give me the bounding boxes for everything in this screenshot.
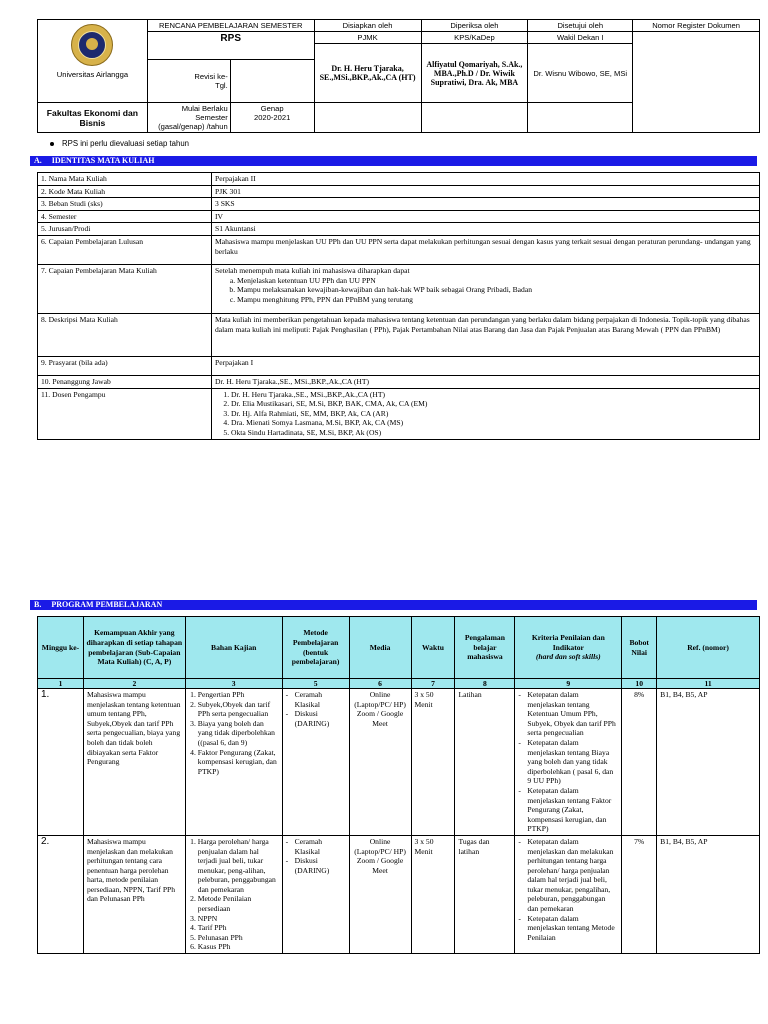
- metode-cell: [282, 835, 349, 953]
- list-item: 3. Biaya yang boleh dan yang tidak diperbolehkan ((pasal 6, dan 9): [198, 719, 279, 748]
- list-item: 4. Tarif PPh: [198, 923, 279, 933]
- checked-role: KPS/KaDep: [421, 32, 528, 44]
- media-cell: Online (Laptop/PC/ HP) Zoom / Google Meet: [349, 835, 411, 953]
- section-b-letter: B.: [34, 600, 42, 609]
- revision-label: Revisi ke-: [194, 72, 228, 81]
- faculty-name: Fakultas Ekonomi dan Bisnis: [38, 103, 148, 133]
- term-label: Mulai Berlaku Semester (gasal/genap) /tahun: [147, 103, 230, 133]
- kriteria-list: [518, 690, 618, 834]
- list-item: 4. Dra. Mienati Somya Lasmana, M.Si, BKP, Ak, CA (MS): [231, 418, 756, 428]
- revision-cell: [147, 60, 230, 103]
- identity-label: 3. Beban Studi (sks): [38, 198, 212, 211]
- waktu-cell: 3 x 50 Menit: [411, 835, 455, 953]
- revision-date-label: Tgl.: [215, 81, 228, 90]
- metode-list: [286, 690, 346, 728]
- list-item: 4. Faktor Pengurang (Zakat, kompensasi kerugian, dan PTKP): [198, 748, 279, 777]
- term-value: Genap: [260, 104, 284, 113]
- identity-value: PJK 301: [212, 185, 760, 198]
- waktu-cell: 3 x 50 Menit: [411, 689, 455, 836]
- column-number: 2: [83, 679, 185, 689]
- list-item: - Ketepatan dalam menjelaskan tentang Metode Penilaian: [518, 914, 618, 943]
- program-header-row: [38, 617, 760, 679]
- identity-label: 11. Dosen Pengampu: [38, 388, 212, 439]
- kemampuan-cell: Mahasiswa mampu menjelaskan tentang ketentuan umum tentang PPh, Subyek,Obyek dan tarif PPh serta pengecualian, biaya yang boleh dan tidak boleh dibiayakan serta Faktor Pengurang: [83, 689, 185, 836]
- list-item: - Diskusi (DARING): [286, 709, 346, 728]
- column-number: 3: [185, 679, 282, 689]
- register-label: Nomor Register Dokumen: [633, 20, 760, 32]
- list-item: - Ceramah Klasikal: [286, 690, 346, 709]
- col-bobot: Bobot Nilai: [622, 617, 657, 679]
- checked-name: Alfiyatul Qomariyah, S.Ak., MBA.,Ph.D / Dr. Wiwik Supratiwi, Dra. Ak, MBA: [421, 44, 528, 103]
- table-row: [38, 835, 760, 953]
- identity-label: 9. Prasyarat (bila ada): [38, 356, 212, 375]
- kriteria-cell: [515, 835, 622, 953]
- kriteria-cell: [515, 689, 622, 836]
- identity-value: [212, 388, 760, 439]
- column-number: 7: [411, 679, 455, 689]
- list-item: 5. Pelunasan PPh: [198, 933, 279, 943]
- list-item: 2. Subyek,Obyek dan tarif PPh serta pengecualian: [198, 700, 279, 719]
- list-item: 1. Harga perolehan/ harga penjualan dalam hal terjadi jual beli, tukar menukar, peng-alihan, peleburan, penggabungan dan pemekaran: [198, 837, 279, 895]
- approved-sign: [528, 103, 633, 133]
- identity-row: [38, 235, 760, 264]
- university-logo-icon: [71, 24, 113, 66]
- list-item: - Ketepatan dalam menjelaskan tentang Faktor Pengurang (Zakat, kompensasi kerugian, dan PTKP): [518, 786, 618, 834]
- list-item: 3. Dr. Hj. Alfa Rahmiati, SE, MM, BKP, Ak, CA (AR): [231, 409, 756, 419]
- bullet-icon: [50, 142, 54, 146]
- prepared-name: Dr. H. Heru Tjaraka, SE.,MSi.,BKP.,Ak.,CA (HT): [314, 44, 421, 103]
- identity-value: Perpajakan I: [212, 356, 760, 375]
- identity-label: 10. Penanggung Jawab: [38, 375, 212, 388]
- column-number-row: [38, 679, 760, 689]
- week-number: 1.: [38, 689, 84, 836]
- university-cell: [38, 20, 148, 103]
- list-item: - Ketepatan dalam menjelaskan dan melakukan perhitungan tentang harga perolehan/ harga penjualan dalam hal terjadi jual beli, tukar menukar, pengalihan, peleburan, penggabungan dan pemekaran: [518, 837, 618, 914]
- rps-title-cell: [147, 32, 314, 60]
- col-kemampuan: Kemampuan Akhir yang diharapkan di setiap tahapan pembelajaran (Sub-Capaian Mata Kuliah) (C, A, P): [83, 617, 185, 679]
- identity-row: [38, 198, 760, 211]
- section-b-title: PROGRAM PEMBELAJARAN: [51, 600, 163, 609]
- list-item: 6. Kasus PPh: [198, 942, 279, 952]
- bahan-cell: [185, 689, 282, 836]
- revision-value: [230, 60, 314, 103]
- col-waktu: Waktu: [411, 617, 455, 679]
- column-number: 5: [282, 679, 349, 689]
- doc-type: RENCANA PEMBELAJARAN SEMESTER: [147, 20, 314, 32]
- table-row: [38, 689, 760, 836]
- col-minggu: Minggu ke-: [38, 617, 84, 679]
- col-kriteria-sub: (hard dan soft skills): [535, 652, 601, 662]
- list-item: 2. Metode Penilaian persediaan: [198, 894, 279, 913]
- identity-value: IV: [212, 210, 760, 223]
- cpmk-intro: Setelah menempuh mata kuliah ini mahasiswa diharapkan dapat: [215, 265, 410, 275]
- bahan-cell: [185, 835, 282, 953]
- col-kriteria: [515, 617, 622, 679]
- list-item: 1. Dr. H. Heru Tjaraka.,SE., MSi.,BKP.,Ak.,CA (HT): [231, 390, 756, 400]
- col-metode: Metode Pembelajaran (bentuk pembelajaran): [282, 617, 349, 679]
- list-item: 2. Dr. Elia Mustikasari, SE, M.Si, BKP, BAK, CMA, Ak, CA (EM): [231, 399, 756, 409]
- identity-row-cpmk: [38, 264, 760, 313]
- identity-value: [212, 264, 760, 313]
- identity-row: [38, 173, 760, 186]
- section-a-title: IDENTITAS MATA KULIAH: [51, 156, 155, 165]
- identity-row: [38, 375, 760, 388]
- col-bahan: Bahan Kajian: [185, 617, 282, 679]
- identity-label: 2. Kode Mata Kuliah: [38, 185, 212, 198]
- approved-name: Dr. Wisnu Wibowo, SE, MSi: [528, 44, 633, 103]
- dosen-list: [215, 390, 756, 438]
- metode-list: [286, 837, 346, 875]
- metode-cell: [282, 689, 349, 836]
- col-media: Media: [349, 617, 411, 679]
- identity-value: Mata kuliah ini memberikan pengetahuan kepada mahasiswa tentang ketentuan dan perundangan yang berlaku dalam bidang perpajakan di Indonesia. Topik-topik yang dibahas dalam mata kuliah ini meliputi: Pajak Penghasilan ( PPh), Pajak Pertambahan Nilai atas Barang dan Jasa dan Pajak Penjualan atas Barang Mewah ( PPN dan PPnBM): [212, 313, 760, 356]
- identity-label: 7. Capaian Pembelajaran Mata Kuliah: [38, 264, 212, 313]
- kemampuan-cell: Mahasiswa mampu menjelaskan dan melakukan perhitungan tentang cara penentuan harga perolehan harta, metode penilaian persediaan, NPPN, Tarif PPh dan Pelunasan PPh: [83, 835, 185, 953]
- list-item: - Ceramah Klasikal: [286, 837, 346, 856]
- list-item: - Diskusi (DARING): [286, 856, 346, 875]
- identity-label: 1. Nama Mata Kuliah: [38, 173, 212, 186]
- approved-role: Wakil Dekan I: [528, 32, 633, 44]
- identity-value: Mahasiswa mampu menjelaskan UU PPh dan UU PPN serta dapat melakukan perhitungan sesuai dengan kasus yang terkait sesuai dengan peraturan perundang- undangan yang berlaku: [212, 235, 760, 264]
- list-item: c. Mampu menghitung PPh, PPN dan PPnBM yang terutang: [237, 295, 756, 305]
- identity-row: [38, 356, 760, 375]
- program-table: [37, 616, 760, 954]
- checked-label: Diperiksa oleh: [421, 20, 528, 32]
- evaluation-note-text: RPS ini perlu dievaluasi setiap tahun: [62, 139, 189, 148]
- identity-table: [37, 172, 760, 440]
- university-name: Universitas Airlangga: [56, 70, 129, 79]
- identity-label: 5. Jurusan/Prodi: [38, 223, 212, 236]
- identity-label: 6. Capaian Pembelajaran Lulusan: [38, 235, 212, 264]
- rps-title: RPS: [220, 33, 241, 44]
- identity-value: 3 SKS: [212, 198, 760, 211]
- prepared-sign: [314, 103, 421, 133]
- column-number: 8: [455, 679, 515, 689]
- approved-label: Disetujui oleh: [528, 20, 633, 32]
- section-b-bar: [30, 600, 757, 610]
- column-number: 10: [622, 679, 657, 689]
- evaluation-note: [50, 139, 189, 148]
- section-a-letter: A.: [34, 156, 42, 165]
- term-year: 2020-2021: [253, 113, 291, 122]
- cpmk-list: [215, 276, 756, 305]
- pengalaman-cell: Tugas dan latihan: [455, 835, 515, 953]
- bobot-cell: 8%: [622, 689, 657, 836]
- column-number: 11: [657, 679, 760, 689]
- identity-row: [38, 223, 760, 236]
- bahan-list: [189, 837, 279, 952]
- identity-row: [38, 185, 760, 198]
- column-number: 9: [515, 679, 622, 689]
- term-cell: [230, 103, 314, 133]
- list-item: 3. NPPN: [198, 914, 279, 924]
- identity-value: Dr. H. Heru Tjaraka.,SE., MSi.,BKP.,Ak.,CA (HT): [212, 375, 760, 388]
- list-item: - Ketepatan dalam menjelaskan tentang Ketentuan Umum PPh, Subyek, Obyek dan tarif PPh serta pengecualian: [518, 690, 618, 738]
- identity-value: Perpajakan II: [212, 173, 760, 186]
- column-number: 6: [349, 679, 411, 689]
- list-item: 5. Okta Sindu Hartadinata, SE, M.Si, BKP, Ak (OS): [231, 428, 756, 438]
- col-pengalaman: Pengalaman belajar mahasiswa: [455, 617, 515, 679]
- identity-row: [38, 210, 760, 223]
- identity-label: 8. Deskripsi Mata Kuliah: [38, 313, 212, 356]
- col-ref: Ref. (nomor): [657, 617, 760, 679]
- list-item: - Ketepatan dalam menjelaskan tentang Biaya yang boleh dan yang tidak diperbolehkan ( pasal 6, dan 9 UU PPh): [518, 738, 618, 786]
- list-item: b. Mampu melaksanakan kewajiban-kewajiban dan hak-hak WP baik sebagai Orang Pribadi, Badan: [237, 285, 756, 295]
- header-table: [37, 19, 760, 133]
- register-value: [633, 32, 760, 133]
- identity-value: S1 Akuntansi: [212, 223, 760, 236]
- list-item: a. Menjelaskan ketentuan UU PPh dan UU PPN: [237, 276, 756, 286]
- pengalaman-cell: Latihan: [455, 689, 515, 836]
- column-number: 1: [38, 679, 84, 689]
- col-kriteria-title: Kriteria Penilaian dan Indikator: [531, 633, 605, 652]
- prepared-role: PJMK: [314, 32, 421, 44]
- identity-row-dosen: [38, 388, 760, 439]
- ref-cell: B1, B4, B5, AP: [657, 689, 760, 836]
- prepared-label: Disiapkan oleh: [314, 20, 421, 32]
- checked-sign: [421, 103, 528, 133]
- identity-row-desc: [38, 313, 760, 356]
- bahan-list: [189, 690, 279, 776]
- kriteria-list: [518, 837, 618, 943]
- section-a-bar: [30, 156, 757, 166]
- identity-label: 4. Semester: [38, 210, 212, 223]
- media-cell: Online (Laptop/PC/ HP) Zoom / Google Meet: [349, 689, 411, 836]
- week-number: 2.: [38, 835, 84, 953]
- ref-cell: B1, B4, B5, AP: [657, 835, 760, 953]
- bobot-cell: 7%: [622, 835, 657, 953]
- list-item: 1. Pengertian PPh: [198, 690, 279, 700]
